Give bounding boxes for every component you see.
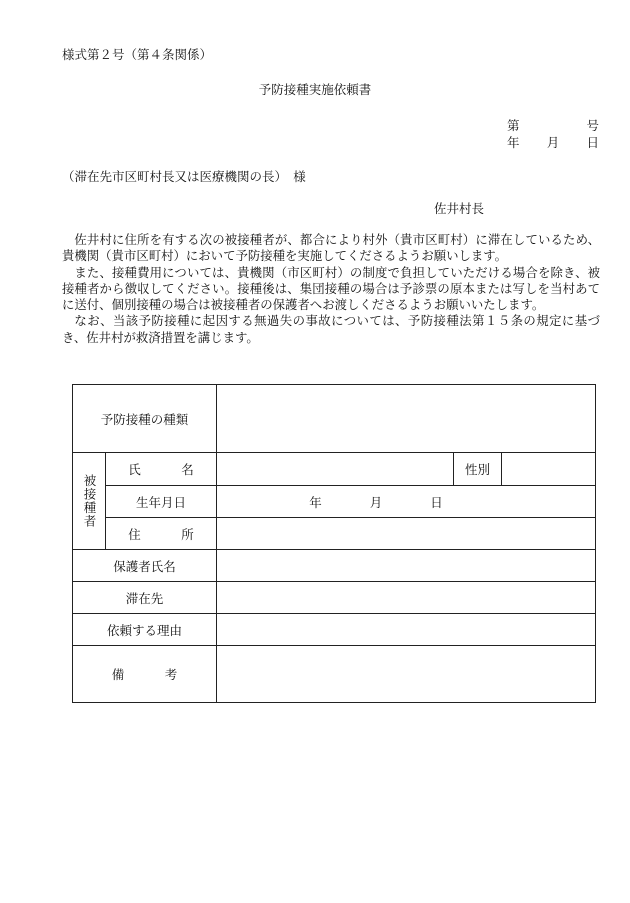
remarks-field[interactable] xyxy=(217,646,596,703)
remarks-label: 備 考 xyxy=(73,646,217,703)
vaccine-type-label: 予防接種の種類 xyxy=(73,385,217,453)
document-number xyxy=(507,116,599,134)
addressee: （滞在先市区町村長又は医療機関の長） 様 xyxy=(62,169,306,184)
paragraph-3: なお、当該予防接種に起因する無過失の事故については、予防接種法第１５条の規定に基づき、佐井村が救済措置を講じます。 xyxy=(62,313,600,345)
birth-day-label: 日 xyxy=(430,494,443,510)
birthdate-field[interactable] xyxy=(217,486,596,518)
date-month: 月 xyxy=(546,135,560,150)
form-label: 様式第２号（第４条関係） xyxy=(62,47,213,62)
address-field[interactable] xyxy=(217,518,596,550)
reason-field[interactable] xyxy=(217,614,596,646)
sex-field[interactable] xyxy=(502,453,596,486)
guardian-field[interactable] xyxy=(217,550,596,582)
date-year: 年 xyxy=(507,135,520,150)
address-label: 住 所 xyxy=(106,518,217,550)
document-title: 予防接種実施依頼書 xyxy=(258,82,372,97)
birth-month-label: 月 xyxy=(369,494,383,510)
birthdate-label: 生年月日 xyxy=(106,486,217,518)
name-label: 氏 名 xyxy=(106,453,217,486)
birth-year-label: 年 xyxy=(309,494,322,510)
document-date xyxy=(507,133,599,151)
paragraph-1: 佐井村に住所を有する次の被接種者が、都合により村外（貴市区町村）に滞在しているため、貴機関（貴市区町村）において予防接種を実施してくださるようお願いします。 xyxy=(62,232,600,264)
stay-location-label: 滞在先 xyxy=(73,582,217,614)
name-field[interactable] xyxy=(217,453,454,486)
recipient-group-text: 被接種者 xyxy=(82,474,97,528)
number-prefix: 第 xyxy=(507,118,520,133)
guardian-label: 保護者氏名 xyxy=(73,550,217,582)
request-body xyxy=(62,232,600,346)
vaccine-type-field[interactable] xyxy=(217,385,596,453)
number-suffix: 号 xyxy=(586,118,599,133)
date-day: 日 xyxy=(586,135,599,150)
issuer: 佐井村長 xyxy=(434,201,485,216)
recipient-group-label xyxy=(73,453,106,550)
request-form-table xyxy=(72,384,596,703)
paragraph-2: また、接種費用については、貴機関（市区町村）の制度で負担していただける場合を除き、被接種者から徴収してください。接種後は、集団接種の場合は予診票の原本または写しを当村あてに送付、個別接種の場合は被接種者の保護者へお渡しくださるようお願いいたします。 xyxy=(62,264,600,313)
reason-label: 依頼する理由 xyxy=(73,614,217,646)
sex-label: 性別 xyxy=(454,453,502,486)
stay-location-field[interactable] xyxy=(217,582,596,614)
